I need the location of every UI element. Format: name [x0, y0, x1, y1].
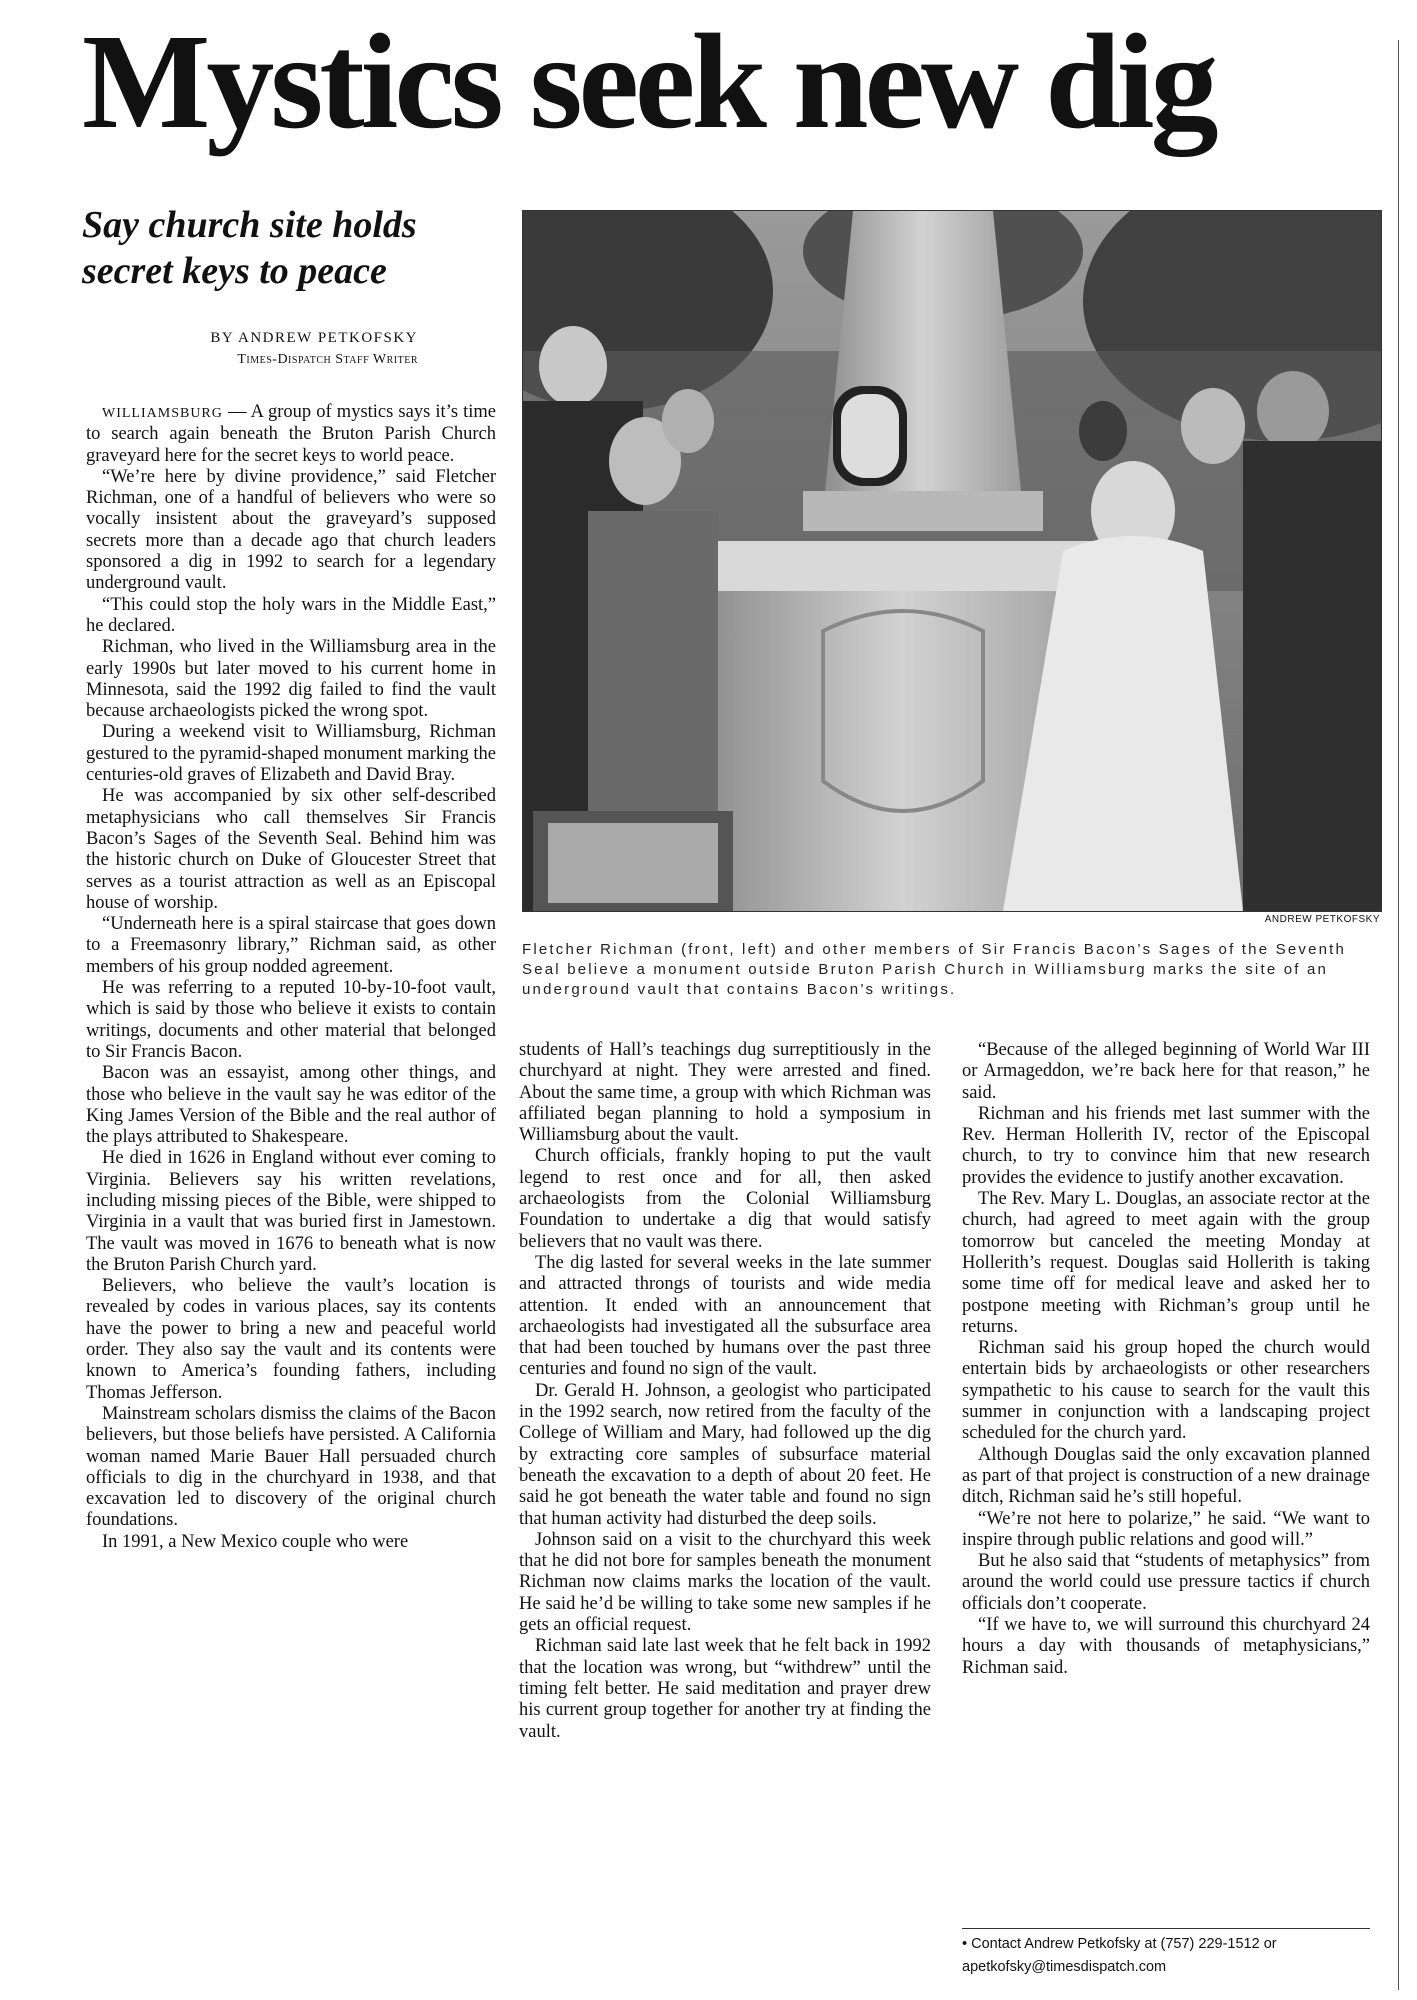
photo-caption: Fletcher Richman (front, left) and other members of Sir Francis Bacon’s Sages of the Seventh Seal believe a monument outside Bruton Parish Church in Williamsburg marks the site of an underground vault that contains Bacon’s writings. — [522, 941, 1347, 998]
article-column-2 — [519, 1040, 931, 1992]
byline: BY ANDREW PETKOFSKY — [210, 330, 418, 346]
paragraph: “Because of the alleged beginning of World War III or Armageddon, we’re back here for that reason,” he said. — [962, 1040, 1370, 1103]
paragraph: Believers, who believe the vault’s location is revealed by codes in various places, say its contents have the power to bring a new and peaceful world order. They also say the vault and its contents were known to America’s founding fathers, including Thomas Jefferson. — [86, 1276, 496, 1403]
deck-subheadline: Say church site holds secret keys to peace — [82, 204, 417, 292]
photo-credit: ANDREW PETKOFSKY — [1264, 914, 1380, 925]
paragraph: The Rev. Mary L. Douglas, an associate rector at the church, had agreed to meet again with the group tomorrow but canceled the meeting Monday at Hollerith’s request. Douglas said Hollerith is taking some time off for medical leave and asked her to postpone meeting with Richman’s group until he returns. — [962, 1189, 1370, 1337]
column-rule — [1398, 40, 1399, 1990]
paragraph: Dr. Gerald H. Johnson, a geologist who participated in the 1992 search, now retired from the faculty of the College of William and Mary, had followed up the dig by extracting core samples of subsurface material beneath the excavation to a depth of about 20 feet. He said he got beneath the water table and found no sign that human activity had disturbed the deep soils. — [519, 1380, 931, 1529]
news-photo — [522, 210, 1382, 912]
paragraph: “Underneath here is a spiral staircase that goes down to a Freemasonry library,” Richman said, as other members of his group nodded agreement. — [86, 914, 496, 977]
paragraph: Johnson said on a visit to the churchyard this week that he did not bore for samples beneath the monument Richman now claims marks the location of the vault. He said he’d be willing to take some new samples if he gets an official request. — [519, 1529, 931, 1636]
contact-line: • Contact Andrew Petkofsky at (757) 229-1512 or — [962, 1936, 1277, 1952]
paragraph: “If we have to, we will surround this churchyard 24 hours a day with thousands of metaphysicians,” Richman said. — [962, 1615, 1370, 1678]
photo-illustration — [523, 211, 1381, 911]
paragraph: He died in 1626 in England without ever coming to Virginia. Believers say his written revelations, including missing pieces of the Bible, were shipped to Virginia in a vault that was buried first in Jamestown. The vault was moved in 1676 to beneath what is now the Bruton Parish Church yard. — [86, 1148, 496, 1275]
paragraph: But he also said that “students of metaphysics” from around the world could use pressure tactics if church officials don’t cooperate. — [962, 1551, 1370, 1614]
contact-rule — [962, 1928, 1370, 1929]
paragraph: Richman, who lived in the Williamsburg area in the early 1990s but later moved to his current home in Minnesota, said the 1992 dig failed to find the vault because archaeologists picked the wrong spot. — [86, 637, 496, 722]
paragraph: Richman said late last week that he felt back in 1992 that the location was wrong, but “withdrew” until the timing felt better. He said meditation and prayer drew his current group together for another try at finding the vault. — [519, 1636, 931, 1742]
contact-email: apetkofsky@timesdispatch.com — [962, 1959, 1167, 1975]
paragraph: “We’re here by divine providence,” said Fletcher Richman, one of a handful of believers who were so vocally insistent about the graveyard’s supposed secrets more than a decade ago that church leaders sponsored a dig in 1992 to search for a legendary underground vault. — [86, 466, 496, 594]
paragraph: During a weekend visit to Williamsburg, Richman gestured to the pyramid-shaped monument marking the centuries-old graves of Elizabeth and David Bray. — [86, 722, 496, 786]
paragraph: The dig lasted for several weeks in the late summer and attracted throngs of tourists and wide media attention. It ended with an announcement that archaeologists had investigated all the subsurface area that had been touched by humans over the past three centuries and found no sign of the vault. — [519, 1252, 931, 1380]
paragraph: Although Douglas said the only excavation planned as part of that project is construction of a new drainage ditch, Richman said he’s still hopeful. — [962, 1444, 1370, 1508]
article-column-1 — [86, 402, 496, 1992]
paragraph: Richman said his group hoped the church would entertain bids by archaeologists or other researchers sympathetic to his cause to search for the vault this summer in conjunction with a landscaping project scheduled for the church yard. — [962, 1338, 1370, 1444]
paragraph: He was accompanied by six other self-described metaphysicians who call themselves Sir Francis Bacon’s Sages of the Seventh Seal. Behind him was the historic church on Duke of Gloucester Street that serves as a tourist attraction as well as an Episcopal house of worship. — [86, 786, 496, 913]
contact-footer — [962, 1928, 1382, 1979]
paragraph: “We’re not here to polarize,” he said. “We want to inspire through public relations and good will.” — [962, 1508, 1370, 1550]
paragraph: Church officials, frankly hoping to put the vault legend to rest once and for all, then asked archaeologists from the Colonial Williamsburg Foundation to undertake a dig that would satisfy believers that no vault was there. — [519, 1146, 931, 1252]
paragraph: Bacon was an essayist, among other things, and those who believe in the vault say he was editor of the King James Version of the Bible and the real author of the plays attributed to Shakespeare. — [86, 1063, 496, 1148]
paragraph: “This could stop the holy wars in the Middle East,” he declared. — [86, 594, 496, 636]
dateline: WILLIAMSBURG — [102, 406, 223, 421]
article-column-3 — [962, 1040, 1370, 1910]
lead-paragraph — [86, 402, 496, 467]
paragraph: students of Hall’s teachings dug surreptitiously in the churchyard at night. They were arrested and fined. About the same time, a group with which Richman was affiliated began planning to hold a symposium in Williamsburg about the vault. — [519, 1040, 931, 1146]
lead-text: — A group of mystics says it’s time to search again beneath the Bruton Parish Church graveyard here for the secret keys to world peace. — [86, 402, 496, 466]
paragraph: Richman and his friends met last summer with the Rev. Herman Hollerith IV, rector of the Episcopal church, to try to convince him that new research provides the evidence to justify another excavation. — [962, 1103, 1370, 1188]
headline: Mystics seek new dig — [82, 7, 1215, 157]
paragraph: Mainstream scholars dismiss the claims of the Bacon believers, but those beliefs have persisted. A California woman named Marie Bauer Hall persuaded church officials to dig in the churchyard in 1938, and that excavation led to discovery of the original church foundations. — [86, 1403, 496, 1531]
paragraph: In 1991, a New Mexico couple who were — [102, 1531, 409, 1552]
byline-title: Times-Dispatch Staff Writer — [237, 352, 418, 367]
paragraph: He was referring to a reputed 10-by-10-foot vault, which is said by those who believe it exists to contain writings, documents and other material that belonged to Sir Francis Bacon. — [86, 978, 496, 1062]
